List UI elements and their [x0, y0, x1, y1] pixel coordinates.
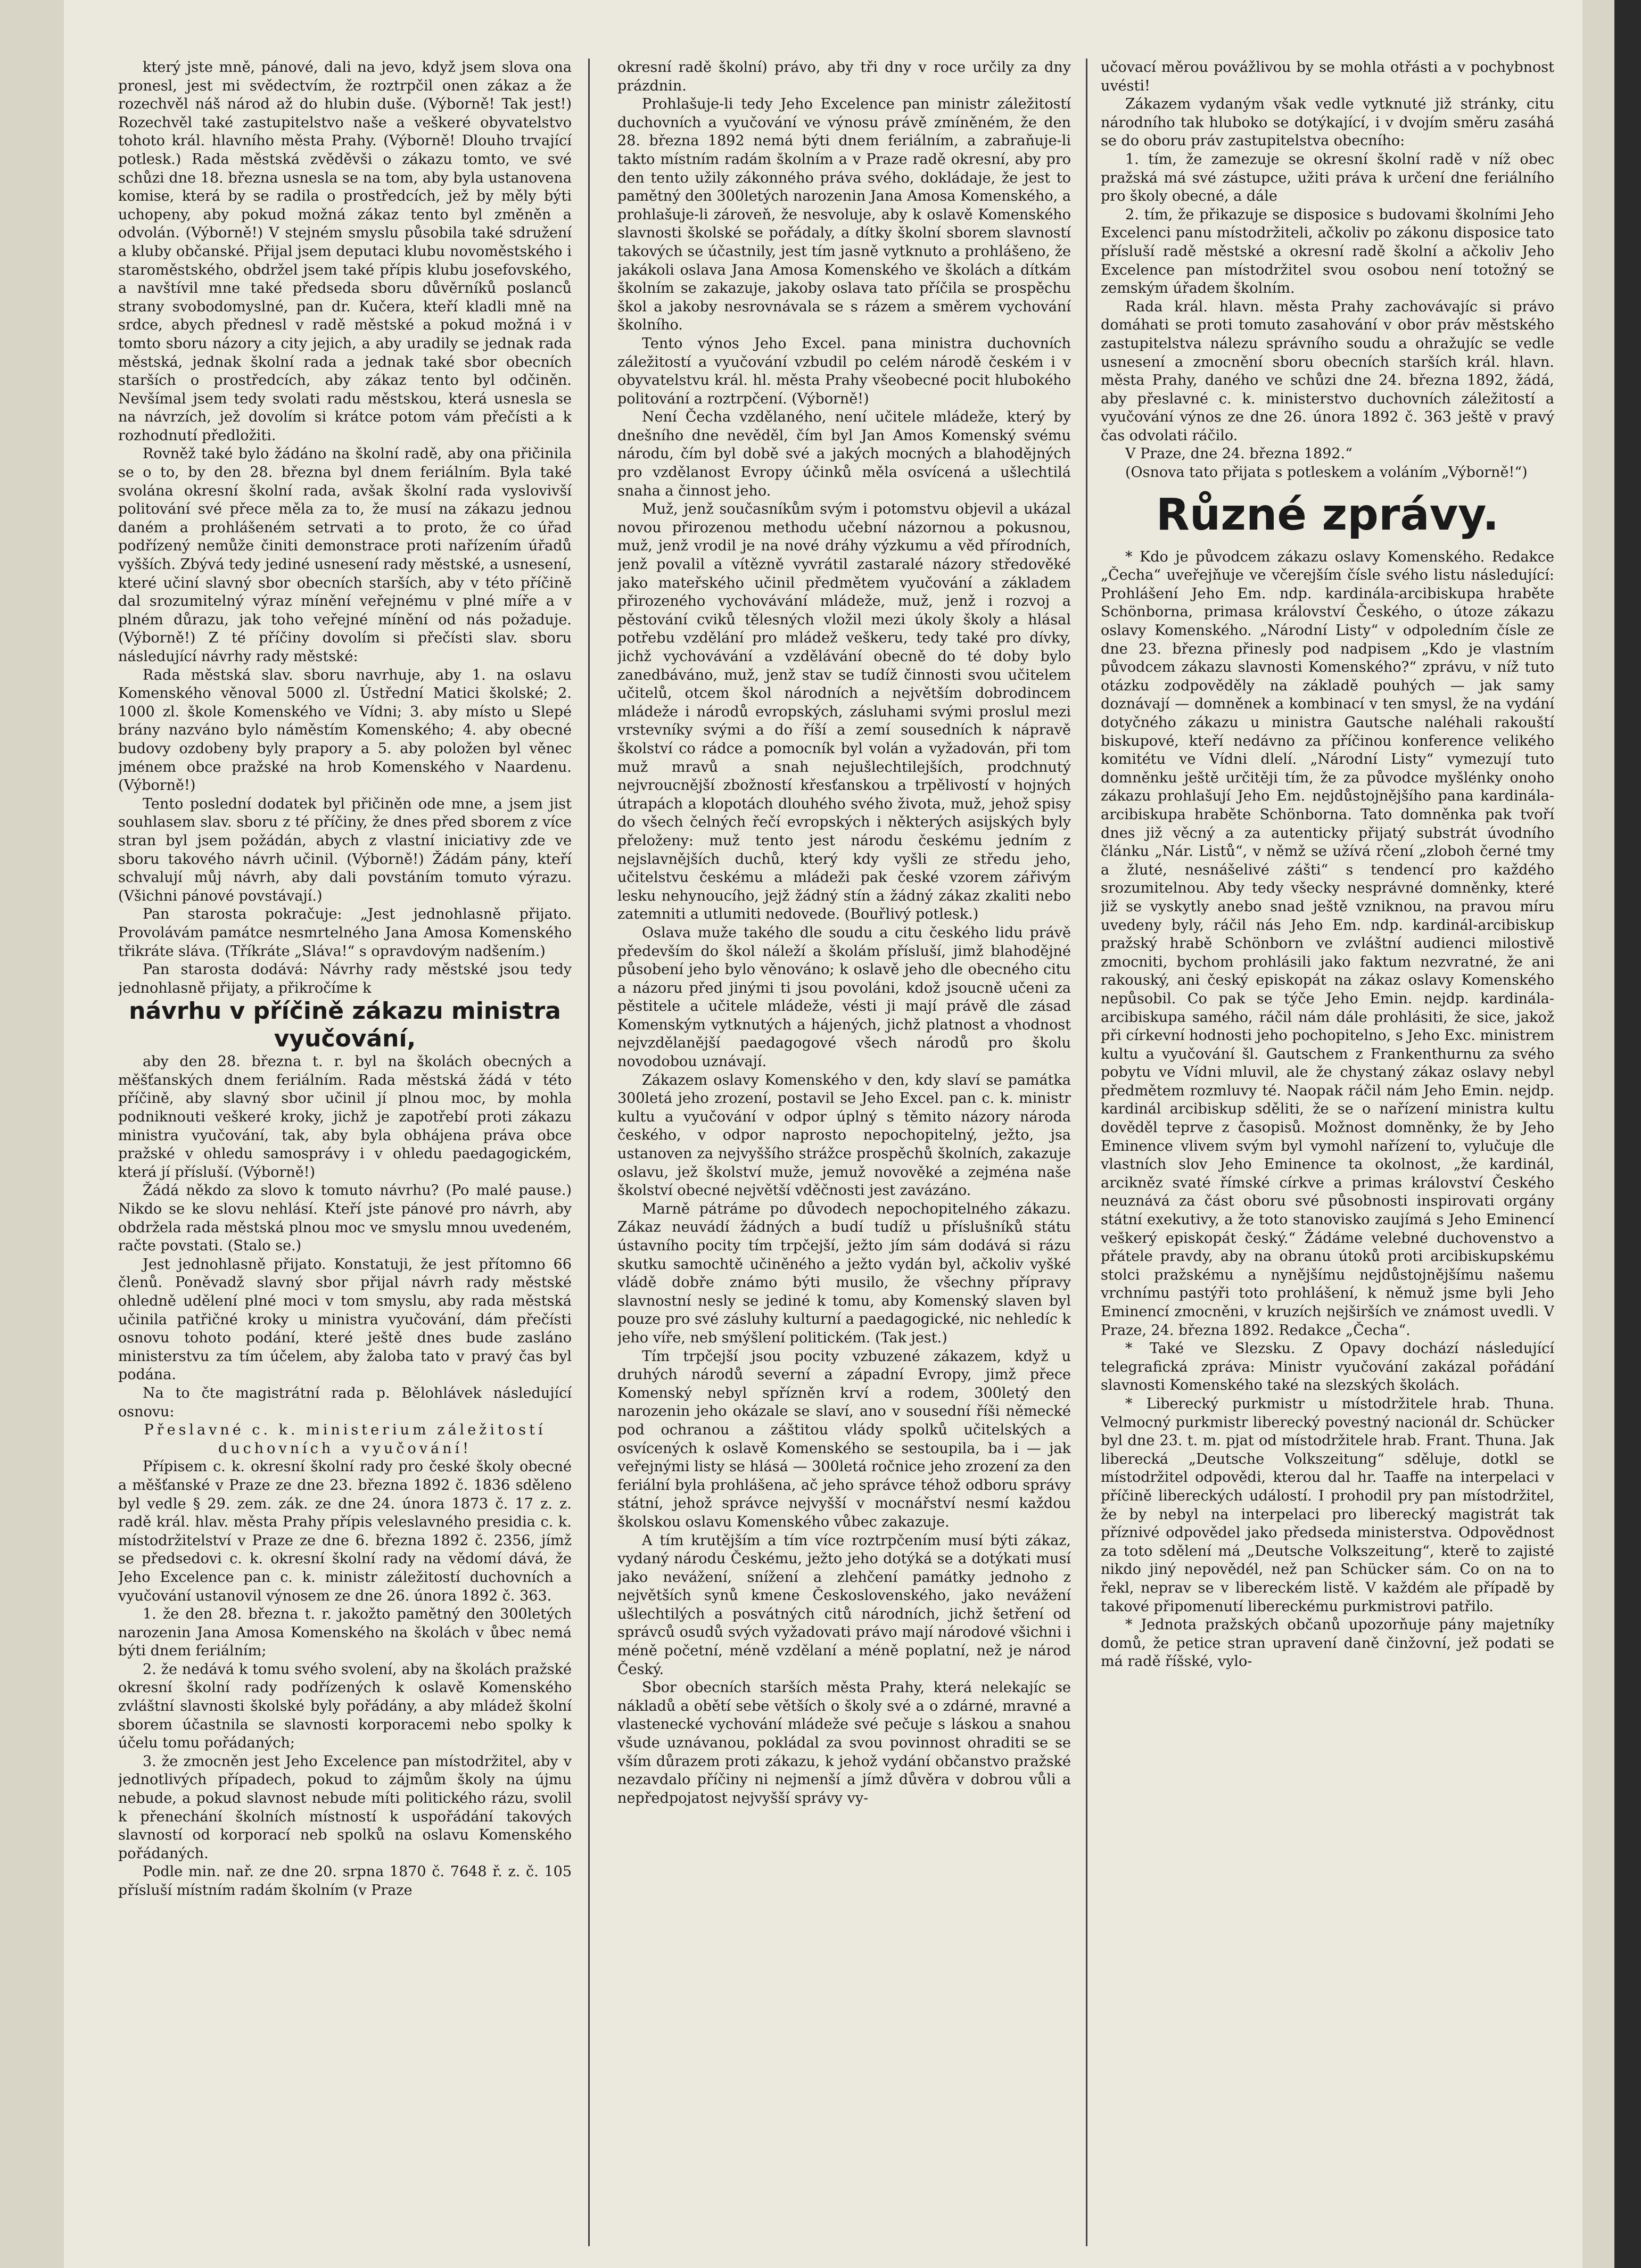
paragraph: V Praze, dne 24. března 1892.“ — [1125, 446, 1353, 463]
news-item: * Liberecký purkmistr u místodržitele hrab. Thuna. Velmocný purkmistr liberecký povestný nacionál dr. Schücker byl dne 23. t. m. pjat od místodržitele hrab. Frant. Thuna. Jak liberecká „Deutsche Volkszeitung“ sděluje, dotkl se místodržitel odpovědi, kterou dal hr. Taaffe na interpelaci v příčině libereckých událostí. I prohodil pry pan místodržitel, že by nebyl na interpelaci pro liberecký magistrát tak příznivé odpovědel jako předseda ministerstva. Odpovědnost za toto sdělení má „Deutsche Volkszeitung“, kterě to zajisté nikdo jiný nepovědél, než pan Schücker sám. Co on na to řekl, neprav se v libereckém listě. V každém ale případě by takové připomenutí libereckému purkmistrovi patřilo. — [1101, 1395, 1554, 1615]
paragraph: 2. tím, že přikazuje se disposice s budovami školními Jeho Excelenci panu místodržiteli, ačkoliv po zákonu disposice tato přísluší radě městské a okresní radě školní a ačkoliv Jeho Excelence pan místodržitel svou osobou není totožný se zemským úřadem školním. — [1101, 206, 1554, 297]
paragraph: aby den 28. března t. r. byl na školách obecných a měšťanských dnem feriálním. Rada městská žádá v této příčině, aby slavný sbor učinil jí plnou moc, by mohla podniknouti veškeré kroky, jichž je zapotřebí proti zákazu ministra vyučování, tak, aby byla obhájena práva obce pražské v ohledu samosprávy i v ohledu paedagogickém, která jí přísluší. (Výborně!) — [118, 1053, 572, 1181]
paragraph: 1. tím, že zamezuje se okresní školní radě v níž obec pražská má své zástupce, užiti práva k určení dne feriálního pro školy obecné, a dále — [1101, 151, 1554, 205]
scan-margin-right — [1582, 0, 1614, 2268]
paragraph: Přípisem c. k. okresní školní rady pro české školy obecné a měšťanské v Praze ze dne 23. března 1892 č. 1836 sděleno byl vedle § 29. zem. zák. ze dne 24. února 1873 č. 17 z. z. radě král. hlav. města Prahy přípis veleslavného presidia c. k. místodržitelství v Praze ze dne 6. března 1892 č. 2356, jímž se předsedovi c. k. okresní školní rady na vědomí dává, že Jeho Excelence pan c. k. ministr záležitostí duchovních a vyučování ustanovil výnosem ze dne 26. února 1892 č. 363. — [118, 1458, 572, 1604]
news-item: * Jednota pražských občanů upozorňuje pány majetníky domů, že petice stran upravení daně činžovní, jež podati se má radě říšské, vylo- — [1101, 1617, 1554, 1670]
paragraph: 2. že nedává k tomu svého svolení, aby na školách pražské okresní školní rady podřízených k oslavě Komenského zvláštní slavnosti školské byly pořádány, a aby mládež školní sborem účastnila se slavnosti korporacemi nebo spolky k účelu tomu pořádaných; — [118, 1661, 572, 1752]
paragraph: A tím krutějším a tím více roztrpčením musí býti zákaz, vydaný národu Českému, ježto jeho dotýká se a dotýkati musí jako nevážení, snížení a zlehčení památky jednoho z největších synů kmene Československého, jako nevážení ušlechtilých a posvátných citů národních, jichž šetření od správců osudů svých vyžadovati právo mají národové všichni i méně početní, méně vzdělaní a méně poplatní, než je národ Český. — [617, 1532, 1071, 1678]
paragraph: Podle min. nař. ze dne 20. srpna 1870 č. 7648 ř. z. č. 105 přísluší místním radám školním (v Praze — [118, 1863, 572, 1899]
paragraph: Zákazem vydaným však vedle vytknuté již stránky, citu národního tak hluboko se dotýkající, i v dvojím směru zasáhá se do oboru práv zastupitelstva obecního: — [1101, 96, 1554, 150]
paragraph: Tento poslední dodatek byl přičiněn ode mne, a jsem jist souhlasem slav. sboru z té příčiny, že dnes před sborem z více stran byl jsem požádán, abych z vlastní iniciativy zde ve sboru takového návrh učinil. (Výborně!) Žádám pány, kteří schvalují můj návrh, aby dali povstáním tomuto výrazu. (Všichni pánové povstávají.) — [118, 795, 572, 904]
paragraph: Pan starosta dodává: Návrhy rady městské jsou tedy jednohlasně přijaty, a přikročíme k — [118, 961, 572, 996]
column-3 — [1101, 59, 1554, 2246]
paragraph: Není Čecha vzdělaného, není učitele mládeže, který by dnešního dne nevěděl, čím byl Jan Amos Komenský svému národu, čím byl době své a jakých mocných a blahodějných pro vzdělanost Evropy účinků měla osvícená a ušlechtilá snaha a činnost jeho. — [617, 409, 1071, 499]
paragraph: Muž, jenž současníkům svým i potomstvu objevil a ukázal novou přirozenou methodu učební názornou a pokusnou, muž, jenž vrodil je na nové dráhy výzkumu a věd přírodních, jenž povalil a vítězně vyvrátil zastaralé názory středověké jako mateřského učinil předmětem vyučování a základem přirozeného vychovávání mládeže, muž, jenž i rozvoj a pěstování cviků tělesných vložil mezi úkoly školy a hlásal potřebu vzdělání pro mládež veškeru, tedy také pro dívky, jichž vychovávání a vzdělávání obecně do té doby bylo zanedbáváno, muž, jenž stav se tudíž činnosti svou učitelem učitelů, otcem škol národních a největším dobrodincem mládeže i národů evropských, zásluhami svými proslul mezi vrstevníky svými a do říší a zemí sousedních k nápravě školství co rádce a pomocník byl volán a vyžadován, při tom muž mravů a snah nejušlechtilejších, prodchnutý nejvroucnější zbožností křesťanskou a trpělivostí v hojných útrapách a klopotách dlouhého svého života, muž, jehož spisy do všech čelných řečí evropských i některých asijských byly přeloženy: muž tento jest národu českému jedním z nejslavnějších duchů, který kdy vyšli ze středu jeho, učitelstvu českému a mládeži pak české vzorem zářivým lesku nehynoucího, jejž žádný stín a žádný zákaz zkaliti nebo zatemniti a utlumiti nedovede. (Bouřlivý potlesk.) — [617, 501, 1071, 923]
paragraph: okresní radě školní) právo, aby tři dny v roce určily za dny prázdnin. — [617, 59, 1071, 94]
column-1 — [118, 59, 572, 2246]
paragraph: Rovněž také bylo žádáno na školní radě, aby ona přičinila se o to, by den 28. března byl dnem feriálním. Byla také svolána okresní školní rada, avšak školní rada vyslovivší politování své přece měla za to, že musí na zákazu jednou daném a prohlášeném setrvati a to proto, že co úřad podřízený nemůže činiti demonstrace proti nařízením úřadů vyšších. Zbývá tedy jediné usnesení rady městské, a usnesení, které učiní slavný sbor obecních starších, aby v této příčině dal srozumitelný výraz mínění veřejnému v plné míře a v plném důrazu, jak toho veřejné mínění od nás požaduje. (Výborně!) Z té příčiny dovolím si přečísti slav. sboru následující návrhy rady městské: — [118, 446, 572, 665]
address-line: Přeslavné c. k. ministerium záležitostí duchovních a vyučování! — [144, 1422, 546, 1457]
paragraph: Prohlašuje-li tedy Jeho Excelence pan ministr záležitostí duchovních a vyučování ve výnosu právě zmíněném, že den 28. března 1892 nemá býti dnem feriálním, a zabraňuje-li takto místním radám školním a v Praze radě okresní, aby pro den tento užily zákonného práva svého, dokládaje, že jest to pamětný den 300letých narozenin Jana Amosa Komenského, a prohlašuje-li zároveň, že nesvoluje, aby k oslavě Komenského slavnosti školské se pořádaly, a dítky školní sborem slavností takových se účastnily, jest tím jasně vytknuto a prohlášeno, že jakákoli oslava Jana Amosa Komenského ve školách a dítkám školním se zakazuje, jakoby oslava tato příčila se prospěchu škol a jakoby nesrovnávala se s rázem a směrem vychování školního. — [617, 96, 1071, 334]
news-item: * Kdo je původcem zákazu oslavy Komenského. Redakce „Čecha“ uveřejňuje ve včerejším čísle svého listu následující: Prohlášení Jeho Em. ndp. kardinála-arcibiskupa hraběte Schönborna, primasa království Českého, o útoze zákazu oslavy Komenského. „Národní Listy“ v odpoledním čísle ze dne 23. března přinesly pod nadpisem „Kdo je vlastním původcem zákazu slavnosti Komenského?“ zprávu, v níž tuto otázku zodpověděly na základě pouhých — jak samy doznávají — domněnek a kombinací v ten smysl, že na vydání dotyčného zákazu u ministra Gautsche naléhali rakouští biskupové, kteří nedávno za příčinou konference velikého komitétu ve Vídni dlelí. „Národní Listy“ vymezují tuto domněnku ještě určitěji tím, že za původce myšlénky onoho zákazu prohlašují Jeho Em. nejdůstojnějšího pana kardinála-arcibiskupa hraběte Schönborna. Tato domněnka pak tvoří dnes již věcný a za autenticky přijatý substrát úvodního článku „Nár. Listů“, v němž se užívá rčení „zloboh černé tmy a žluté, nesnášelivé zášti“ s tendencí pro každého srozumitelnou. Aby tedy všecky nesprávné domněnky, které již se vyskytly anebo snad ještě vzniknou, na pravou míru uvedeny byly, ráčil nás Jeho Em. ndp. kardinál-arcibiskup pražský hrabě Schönborn ve zvláštní audienci milostivě zmocniti, bychom prohlásili jako faktum nezvratné, že ani rakouský, ani český episkopát na zákaz oslavy Komenského nepůsobil. Co pak se týče Jeho Emin. nejdp. kardinála-arcibiskupa samého, ráčil nám dále prohlásiti, že sice, jakož při církevní hodnosti jeho pochopitelno, s Jeho Exc. ministrem kultu a vyučování šl. Gautschem z Frankenthurnu za svého pobytu ve Vídni mluvil, ale že chystaný zákaz oslavy nebyl předmětem rozmluvy té. Naopak ráčil nám Jeho Emin. nejdp. kardinál arcibiskup sděliti, že se o nařízení ministra kultu dověděl teprve z časopisů. Možnost domněnky, že by Jeho Eminence vlivem svým byl vymohl nařízení to, vylučuje dle vlastních slov Jeho Eminence ta okolnost, „že kardinál, arcikněz svaté římské církve a primas království Českého neuznává za část oboru své působnosti inspirovati orgány státní exekutivy, a že toto stanovisko zaujímá s Jeho Eminencí veškerý episkopát český.“ Žádáme velebné duchovenstvo a přátele pravdy, aby na obranu útoků proti arcibiskupskému stolci pražskému a nynějšímu nejdůstojnějšímu našemu vrchnímu pastýři toto prohlášení, k němuž jsme byli Jeho Eminencí zmocněni, v kruzích nejširších ve známost uvedli. V Praze, 24. března 1892. Redakce „Čecha“. — [1101, 548, 1554, 1339]
news-item: * Také ve Slezsku. Z Opavy dochází následující telegrafická zpráva: Ministr vyučování zakázal pořádání slavnosti Komenského také na slezských školách. — [1101, 1340, 1554, 1394]
scan-margin-left — [0, 0, 64, 2268]
column-rule-1 — [588, 59, 590, 2246]
paragraph: Rada král. hlavn. města Prahy zachovávajíc si právo domáhati se proti tomuto zasahování v obor práv městského zastupitelstva nálezu správního soudu a ohražujíc se vedle usnesení a zmocnění sboru obecních starších král. hlavn. města Prahy, daného ve schůzi dne 24. března 1892, žádá, aby přeslavné c. k. ministerstvo duchovních záležitostí a vyučování výnos ze dne 26. února 1892 č. 363 ještě v pravý čas odvolati ráčilo. — [1101, 298, 1554, 444]
paragraph: učovací měrou povážlivou by se mohla otřásti a v pochybnost uvésti! — [1101, 59, 1554, 94]
paragraph: Marně pátráme po důvodech nepochopitelného zákazu. Zákaz neuvádí žádných a budí tudíž u příslušníků státu ústavního pocity tím trpčejší, ježto jím sám dodává si rázu skutku samochtě učiněného a ježto vydán byl, ačkoliv vyšké vládě dobře známo býti musilo, že všechny přípravy slavnostní nesly se jediné k tomu, aby Komenský slaven byl pouze pro své zásluhy kulturní a paedagogické, nic nehledíc k jeho víře, neb smýšlení politickém. (Tak jest.) — [617, 1200, 1071, 1346]
section-heading: návrhu v příčině zákazu ministra vyučování, — [129, 997, 561, 1053]
paragraph: Oslava muže takého dle soudu a citu českého lidu právě především do škol náleží a školám přísluší, jimž blahodějné působení jeho bylo věnováno; k oslavě jeho dle obecného citu a názoru před jinými ti jsou povoláni, kdož jsoucně učeni za pěstitele a učitele mládeže, vésti ji mají právě dle zásad Komenským vytknutých a hájených, jichž platnost a vhodnost nejvzdělanější paedagogové všech národů pro školu novodobou uznávají. — [617, 924, 1071, 1070]
paragraph: Žádá někdo za slovo k tomuto návrhu? (Po malé pause.) Nikdo se ke slovu nehlásí. Kteří jste pánové pro návrh, aby obdržela rada městská plnou moc ve smyslu mnou uvedeném, račte povstati. (Stalo se.) — [118, 1182, 572, 1255]
paragraph: 3. že zmocněn jest Jeho Excelence pan místodržitel, aby v jednotlivých případech, pokud to zájmům školy na újmu nebude, a pokud slavnost nebude míti politického rázu, svolil k přenechání školních místností k uspořádání takových slavností od korporací neb spolků na oslavu Komenského pořádaných. — [118, 1753, 572, 1862]
paragraph: který jste mně, pánové, dali na jevo, když jsem slova ona pronesl, jest mi svědectvím, že roztrpčil onen zákaz a že rozechvěl náš národ až do hlubin duše. (Výborně! Tak jest!) Rozechvěl také zastupitelstvo naše a veškeré obyvatelstvo tohoto král. hlavního města Prahy. (Výborně! Dlouho trvající potlesk.) Rada městská zvěděvši o zákazu tomto, ve své schůzi dne 18. března usnesla se na tom, aby byla ustanovena komise, která by se radila o prostředcích, jež by měly býti uchopeny, aby pokud možná zákaz tento byl změněn a odvolán. (Výborně!) V stejném smyslu působila také sdružení a kluby občanské. Přijal jsem deputaci klubu novoměstského i staroměstského, obdržel jsem také přípis klubu josefovského, a navštívil mne také předseda sboru důvěrníků poslanců strany svobodomyslné, pan dr. Kučera, kteří kladli mně na srdce, abych přednesl v radě městské a pokud možná i v tomto sboru názory a city jejich, a aby uradily se jednak rada městská, jednak školní rada a jednak také sbor obecních starších o prostředcích, aby zákaz tento byl odčiněn. Nevšímal jsem tedy svolati radu městskou, která usnesla se na návrzích, jež dovolím si krátce potom vám přečísti a k rozhodnutí předložiti. — [118, 59, 572, 444]
paragraph: Pan starosta pokračuje: „Jest jednohlasně přijato. Provolávám památce nesmrtelného Jana Amosa Komenského třikráte sláva. (Tříkráte „Sláva!“ s opravdovým nadšením.) — [118, 906, 572, 960]
paragraph: Na to čte magistrátní rada p. Bělohlávek následující osnovu: — [118, 1384, 572, 1420]
column-rule-2 — [1086, 59, 1087, 2246]
paragraph: Jest jednohlasně přijato. Konstatuji, že jest přítomno 66 členů. Poněvadž slavný sbor přijal návrh rady městské ohledně udělení plné moci v tom smyslu, aby rada městská učinila patřičné kroky u ministra vyučování, dám přečísti osnovu tohoto podání, které ještě dnes bude zasláno ministerstvu za tím účelem, aby žaloba tato v pravý čas byl podána. — [118, 1256, 572, 1383]
paragraph: Zákazem oslavy Komenského v den, kdy slaví se památka 300letá jeho zrození, postavil se Jeho Excel. pan c. k. ministr kultu a vyučování v odpor úplný s těmito názory národa českého, v odpor naprosto nepochopitelný, ježto, jsa ustanoven za nejvyššího strážce prospěchů školních, zakazuje oslavu, jež školství muže, jemuž novověké a zejména naše školství obecné největší vděčnosti jest zavázáno. — [617, 1071, 1071, 1199]
paragraph: 1. že den 28. března t. r. jakožto pamětný den 300letých narozenin Jana Amosa Komenského na školách v ůbec nemá býti dnem feriálním; — [118, 1606, 572, 1660]
section-title: Různé zprávy. — [1156, 489, 1499, 540]
paragraph: Rada městská slav. sboru navrhuje, aby 1. na oslavu Komenského věnoval 5000 zl. Ústřední Matici školské; 2. 1000 zl. škole Komenského ve Vídni; 3. aby místo u Slepé brány nazváno bylo náměstím Komenského; 4. aby obecné budovy ozdobeny byly prapory a 5. aby položen byl věnec jménem obce pražské na hrob Komenského v Naardenu. (Výborně!) — [118, 666, 572, 794]
paragraph: Tento výnos Jeho Excel. pana ministra duchovních záležitostí a vyučování vzbudil po celém národě českém i v obyvatelstvu král. hl. města Prahy všeobecné pocit hlubokého politování a roztrpčení. (Výborně!) — [617, 335, 1071, 407]
scan-edge-dark — [1614, 0, 1641, 2268]
paragraph: Sbor obecních starších města Prahy, která nelekajíc se nákladů a obětí sebe větších o školy své a o zdárné, mravné a vlastenecké vychování mládeže své pečuje s láskou a snahou všude uznávanou, pokládal za svou povinnost ohraditi se se vším důrazem proti zákazu, k jehož vydání občanstvo pražské nezavdalo příčiny ni nejmenší a jímž důvěra v dobrou vůli a nepředpojatost nejvyšší správy vy- — [617, 1679, 1071, 1807]
column-2 — [617, 59, 1071, 2246]
paragraph: (Osnova tato přijata s potleskem a voláním „Výborně!“) — [1125, 464, 1528, 481]
paragraph: Tím trpčejší jsou pocity vzbuzené zákazem, když u druhých národů severní a západní Evropy, jimž přece Komenský nebyl spřízněn krví a rodem, 300letý den narozenin jeho okázale se slaví, ano v sousední říši německé pod ochranou a záštitou vlády spolků učitelských a osvícených k oslavě Komenského se sestoupila, ba i — jak veřejnými listy se hlásá — 300letá ročnice jeho zrození za den feriální byla prohlášena, ač jeho správce téhož odboru správy státní, jehož správce nejvyšší v mocnářství nesmí každou školskou oslavu Komenského vůbec zakazuje. — [617, 1348, 1071, 1530]
